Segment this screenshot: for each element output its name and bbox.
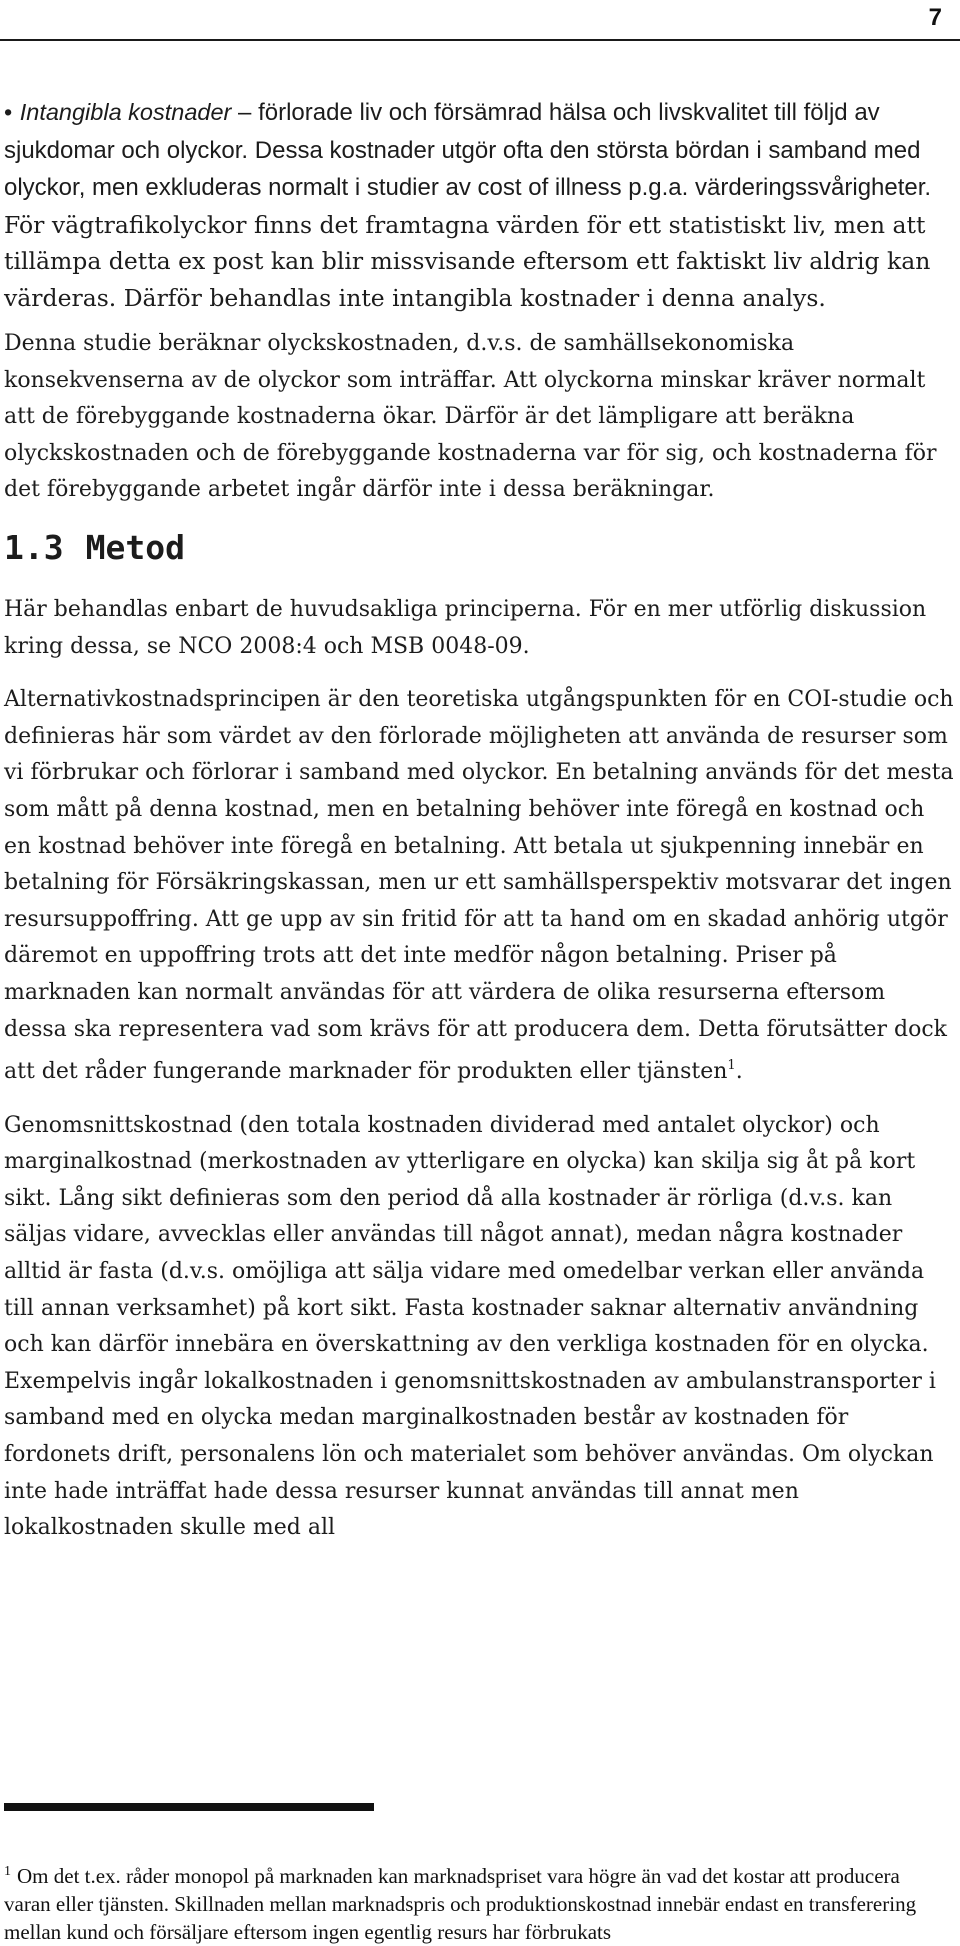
bullet-marker: • bbox=[4, 99, 13, 125]
page-body bbox=[4, 94, 954, 1564]
section-number: 1.3 bbox=[4, 527, 64, 567]
section-title: Metod bbox=[85, 527, 185, 567]
paragraph-average-cost: Genomsnittskostnad (den totala kostnaden dividerad med antalet olyckor) och marginalkostnad (merkostnaden av ytterligare en olycka) kan skilja sig åt på kort sikt. Lång sikt definieras som den period då alla kostnader är rörliga (d.v.s. kan säljas vidare, avvecklas eller användas till något annat), medan några kostnader alltid är fasta (d.v.s. omöjliga att sälja vidare med omedelbar verkan eller använda till annan verksamhet) på kort sikt. Fasta kostnader saknar alternativ användning och kan därför innebära en överskattning av den verkliga kostnaden för en olycka. Exempelvis ingår lokalkostnaden i genomsnittskostnaden av ambulanstransporter i samband med en olycka medan marginalkostnaden består av kostnaden för fordonets drift, personalens lön och materialet som behöver användas. Om olyckan inte hade inträffat hade dessa resurser kunnat användas till annat men lokalkostnaden skulle med all bbox=[4, 1112, 936, 1541]
section-heading bbox=[4, 526, 954, 570]
paragraph-alternative-text: Alternativkostnadsprincipen är den teoretiska utgångspunkten för en COI-studie och definieras här som värdet av den förlorade möjligheten att använda de resurser som vi förbrukar och förlorar i samband med olyckor. En betalning används för det mesta som mått på denna kostnad, men en betalning behöver inte föregå en kostnad och en kostnad behöver inte föregå en betalning. Att betala ut sjukpenning innebär en betalning för Försäkringskassan, men ur ett samhällsperspektiv motsvarar det ingen resursuppoffring. Att ge upp av sin fritid för att ta hand om en skadad anhörig utgör däremot en uppoffring trots att det inte medför någon betalning. Priser på marknaden kan normalt användas för att värdera de olika resurserna eftersom dessa ska representera vad som krävs för att producera dem. Detta förutsätter dock att det råder fungerande marknader för produkten eller tjänsten bbox=[4, 687, 954, 1085]
bullet-dash: – bbox=[231, 99, 259, 126]
header-rule bbox=[0, 39, 960, 41]
page-number: 7 bbox=[928, 4, 942, 31]
bullet-term: Intangibla kostnader bbox=[19, 99, 232, 125]
paragraph-intro: Denna studie beräknar olyckskostnaden, d.v.s. de samhällsekonomiska konsekvenserna av de olyckor som inträffar. Att olyckorna minskar kräver normalt att de förebyggande kostnaderna ökar. Därför är det lämpligare att beräkna olyckskostnaden och de förebyggande kostnaderna var för sig, och kostnaderna för det förebyggande arbetet ingår därför inte i dessa beräkningar. bbox=[4, 331, 937, 503]
paragraph-alternative-cost bbox=[4, 682, 954, 1091]
footnote-text: Om det t.ex. råder monopol på marknaden kan marknadspriset vara högre än vad det kostar att producera varan eller tjänsten. Skillnaden mellan marknadspris och produktionskostnad innebär endast en transferering mellan kund och försäljare eftersom ingen egentlig resurs har förbrukats bbox=[4, 1864, 917, 1944]
footnote bbox=[4, 1858, 944, 1946]
footnote-separator bbox=[4, 1803, 374, 1811]
footnote-reference[interactable]: 1 bbox=[727, 1058, 736, 1074]
paragraph-method: Här behandlas enbart de huvudsakliga principerna. För en mer utförlig diskussion kring dessa, se NCO 2008:4 och MSB 0048-09. bbox=[4, 596, 927, 659]
bullet-text-serif: För vägtrafikolyckor finns det framtagna värden för ett statistiskt liv, men att tillämpa detta ex post kan blir missvisande eftersom ett faktiskt liv aldrig kan värderas. Därför behandlas inte intangibla kostnader i denna analys. bbox=[4, 210, 931, 312]
footnote-number: 1 bbox=[4, 1864, 11, 1879]
paragraph-alternative-end: . bbox=[735, 1059, 743, 1085]
bullet-item-intangible-costs bbox=[4, 94, 954, 316]
bullet-text-sans: förlorade liv och försämrad hälsa och livskvalitet till följd av sjukdomar och olyckor. Dessa kostnader utgör ofta den största bördan i samband med olyckor, men exkluderas normalt i studier av cost of illness p.g.a. värderingssvårigheter. bbox=[4, 99, 932, 201]
